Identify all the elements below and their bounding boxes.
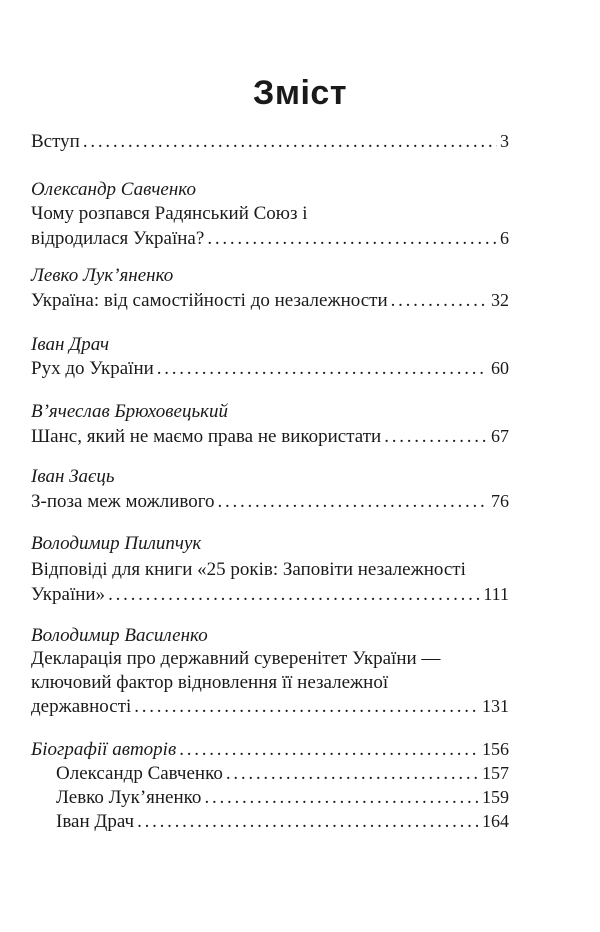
dot-leader (207, 227, 497, 251)
toc-entry-label: Біографії авторів (31, 739, 177, 760)
dot-leader (384, 425, 488, 449)
section-author: Володимир Василенко (31, 625, 208, 646)
section-author: Левко Лук’яненко (31, 265, 174, 286)
toc-entry-label: Україна: від самостійності до незалежности (31, 290, 388, 311)
dot-leader (83, 130, 497, 154)
dot-leader (226, 762, 479, 786)
dot-leader (179, 738, 479, 762)
toc-entry-label: Рух до України (31, 358, 154, 379)
toc-entry[interactable] (31, 424, 509, 449)
toc-page-number: 32 (491, 290, 509, 310)
dot-leader (204, 786, 479, 810)
toc-entry-label: державності (31, 696, 132, 717)
dot-leader (134, 695, 479, 719)
section-title-line: Відповіді для книги «25 років: Заповіти незалежності (31, 559, 466, 580)
section-title-line: Чому розпався Радянський Союз і (31, 203, 308, 224)
toc-entry[interactable] (31, 226, 509, 251)
toc-page-number: 6 (500, 228, 509, 248)
toc-entry-biography[interactable] (56, 809, 509, 834)
dot-leader (391, 289, 488, 313)
toc-entry-label: Левко Лук’яненко (56, 787, 202, 808)
toc-page-number: 67 (491, 426, 509, 446)
toc-page-number: 76 (491, 491, 509, 511)
toc-page-number: 3 (500, 131, 509, 151)
dot-leader (137, 810, 479, 834)
toc-entry-biography[interactable] (56, 785, 509, 810)
section-author: Володимир Пилипчук (31, 533, 202, 554)
toc-entry[interactable] (31, 288, 509, 313)
section-author: В’ячеслав Брюховецький (31, 401, 228, 422)
toc-entry[interactable] (31, 582, 509, 607)
toc-page-number: 157 (482, 763, 509, 783)
section-title-line: ключовий фактор відновлення її незалежної (31, 672, 389, 693)
dot-leader (157, 357, 488, 381)
toc-page-number: 164 (482, 811, 509, 831)
toc-page-number: 60 (491, 358, 509, 378)
toc-entry-label: Вступ (31, 131, 80, 152)
dot-leader (108, 583, 480, 607)
toc-entry-label: Іван Драч (56, 811, 135, 832)
toc-entry[interactable] (31, 694, 509, 719)
section-author: Олександр Савченко (31, 179, 196, 200)
toc-entry-label: України» (31, 584, 106, 605)
section-author: Іван Заєць (31, 466, 115, 487)
toc-entry[interactable] (31, 489, 509, 514)
toc-page-number: 131 (482, 696, 509, 716)
toc-entry-label: відродилася Україна? (31, 228, 205, 249)
dot-leader (218, 490, 488, 514)
toc-page-number: 156 (482, 739, 509, 759)
toc-page-number: 111 (483, 584, 509, 604)
section-author: Іван Драч (31, 334, 110, 355)
toc-entry-intro[interactable] (31, 129, 509, 154)
page-title: Зміст (253, 74, 347, 112)
toc-page-number: 159 (482, 787, 509, 807)
toc-entry-label: Шанс, який не маємо права не використати (31, 426, 382, 447)
toc-entry[interactable] (31, 356, 509, 381)
toc-entry-label: Олександр Савченко (56, 763, 223, 784)
section-title-line: Декларація про державний суверенітет України — (31, 648, 441, 669)
toc-entry-biography[interactable] (56, 761, 509, 786)
toc-entry-label: З-поза меж можливого (31, 491, 215, 512)
toc-entry-biographies[interactable] (31, 737, 509, 762)
